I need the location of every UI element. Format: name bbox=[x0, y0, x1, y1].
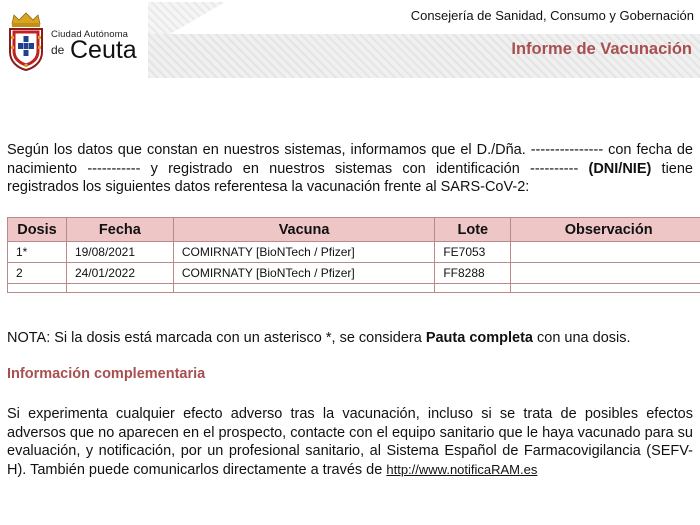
note-text-end: con una dosis. bbox=[532, 330, 631, 346]
page-header bbox=[0, 0, 700, 80]
complementary-heading: Información complementaria bbox=[7, 366, 206, 382]
dose-note bbox=[7, 330, 631, 346]
header-fecha: Fecha bbox=[66, 218, 173, 242]
note-text: NOTA: Si la dosis está marcada con un asterisco *, se considera bbox=[7, 330, 426, 346]
vaccination-table bbox=[7, 217, 700, 293]
department-name: Consejería de Sanidad, Consumo y Gobernación bbox=[410, 8, 694, 23]
cell-fecha: 19/08/2021 bbox=[66, 242, 173, 263]
complementary-paragraph bbox=[7, 405, 693, 479]
intro-paragraph bbox=[7, 141, 693, 197]
header-dosis: Dosis bbox=[8, 218, 67, 242]
intro-text-part1: Según los datos que constan en nuestros sistemas, informamos que el D./Dña. --------------- con fecha de nacimiento ----------- y registrado en nuestros sistemas con identificación ---------- bbox=[7, 142, 693, 177]
cell-lote: FF8288 bbox=[435, 263, 511, 284]
org-name-de: de bbox=[51, 43, 65, 57]
cell-dosis: 1* bbox=[8, 242, 67, 263]
org-name-line: Ciudad Autónoma bbox=[51, 29, 129, 40]
table-row-empty bbox=[8, 284, 700, 293]
table-row bbox=[8, 242, 700, 263]
report-title: Informe de Vacunación bbox=[511, 40, 692, 58]
cell-observacion bbox=[511, 242, 700, 263]
ceuta-coat-of-arms-logo bbox=[6, 10, 46, 72]
header-observacion: Observación bbox=[511, 218, 700, 242]
notificaram-link[interactable]: http://www.notificaRAM.es bbox=[386, 461, 538, 477]
id-type-label: (DNI/NIE) bbox=[588, 160, 652, 177]
cell-fecha: 24/01/2022 bbox=[66, 263, 173, 284]
note-bold-text: Pauta completa bbox=[425, 330, 533, 346]
table-row bbox=[8, 263, 700, 284]
intro-text-part2: tiene registrados los siguientes datos referentesa la vacunación frente al SARS-CoV-2: bbox=[7, 160, 693, 195]
cell-vacuna: COMIRNATY [BioNTech / Pfizer] bbox=[173, 263, 435, 284]
header-lote: Lote bbox=[435, 218, 511, 242]
cell-observacion bbox=[511, 263, 700, 284]
cell-dosis: 2 bbox=[8, 263, 67, 284]
header-vacuna: Vacuna bbox=[173, 218, 435, 242]
table-header-row bbox=[8, 218, 700, 242]
cell-lote: FE7053 bbox=[435, 242, 511, 263]
complementary-text: Si experimenta cualquier efecto adverso tras la vacunación, incluso si se trata de posibles efectos adversos que no aparecen en el prospecto, contacte con el equipo sanitario que le haya vacunado para su evaluación, y notificación, por un profesional sanitario, al Sistema Español de Farmacovigilancia (SEFV-H). También puede comunicarlos directamente a través de bbox=[7, 406, 693, 478]
cell-vacuna: COMIRNATY [BioNTech / Pfizer] bbox=[173, 242, 435, 263]
org-city-name: Ceuta bbox=[70, 36, 137, 64]
